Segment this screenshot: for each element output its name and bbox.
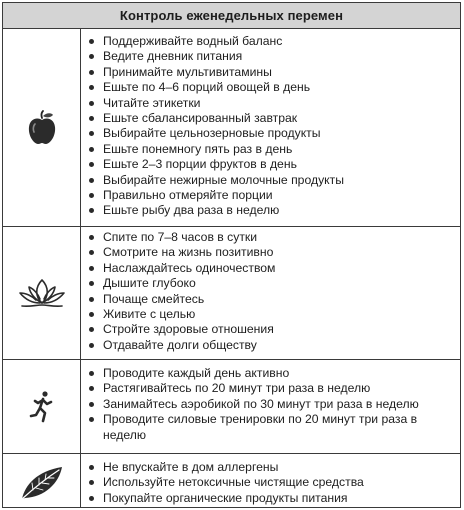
list-item: Проводите силовые тренировки по 20 минут три раза в неделю: [87, 412, 454, 443]
list-item: Поддерживайте водный баланс: [87, 34, 454, 49]
section-items-cell: [81, 454, 460, 508]
table-title: Контроль еженедельных перемен: [3, 3, 460, 29]
section-items-cell: [81, 29, 460, 226]
list-item: Не впускайте в дом аллергены: [87, 460, 454, 475]
list-item: Ешьте понемногу пять раз в день: [87, 142, 454, 157]
section-activity: [3, 360, 460, 454]
list-item: Выбирайте цельнозерновые продукты: [87, 126, 454, 141]
checklist: [87, 366, 454, 443]
list-item: Выбирайте нежирные молочные продукты: [87, 173, 454, 188]
list-item: Живите с целью: [87, 307, 454, 322]
list-item: Читайте этикетки: [87, 96, 454, 111]
list-item: Дышите глубоко: [87, 276, 454, 291]
list-item: Покупайте органические продукты питания: [87, 491, 454, 506]
section-icon-cell: [3, 29, 81, 226]
checklist: [87, 460, 454, 506]
section-nutrition: [3, 29, 460, 227]
section-items-cell: [81, 227, 460, 359]
list-item: Спите по 7–8 часов в сутки: [87, 230, 454, 245]
section-icon-cell: [3, 360, 81, 453]
list-item: Используйте нетоксичные чистящие средства: [87, 475, 454, 490]
list-item: Правильно отмеряйте порции: [87, 188, 454, 203]
list-item: Ведите дневник питания: [87, 49, 454, 64]
apple-icon: [27, 110, 57, 146]
list-item: Ешьте рыбу два раза в неделю: [87, 203, 454, 218]
list-item: Занимайтесь аэробикой по 30 минут три раза в неделю: [87, 397, 454, 412]
checklist: [87, 34, 454, 219]
lotus-icon: [16, 276, 68, 310]
checklist: [87, 230, 454, 353]
list-item: Стройте здоровые отношения: [87, 322, 454, 337]
list-item: Принимайте мультивитамины: [87, 65, 454, 80]
list-item: Ешьте 2–3 порции фруктов в день: [87, 157, 454, 172]
list-item: Отдавайте долги обществу: [87, 338, 454, 353]
leaf-icon: [19, 465, 65, 501]
list-item: Проводите каждый день активно: [87, 366, 454, 381]
list-item: Почаще смейтесь: [87, 292, 454, 307]
list-item: Растягивайтесь по 20 минут три раза в неделю: [87, 381, 454, 396]
section-icon-cell: [3, 454, 81, 508]
list-item: Ешьте по 4–6 порций овощей в день: [87, 80, 454, 95]
section-items-cell: [81, 360, 460, 453]
list-item: Ешьте сбалансированный завтрак: [87, 111, 454, 126]
list-item: Смотрите на жизнь позитивно: [87, 245, 454, 260]
list-item: Наслаждайтесь одиночеством: [87, 261, 454, 276]
section-environment: [3, 454, 460, 508]
section-mind: [3, 227, 460, 360]
weekly-changes-table: [2, 2, 461, 508]
section-icon-cell: [3, 227, 81, 359]
runner-icon: [27, 390, 57, 424]
